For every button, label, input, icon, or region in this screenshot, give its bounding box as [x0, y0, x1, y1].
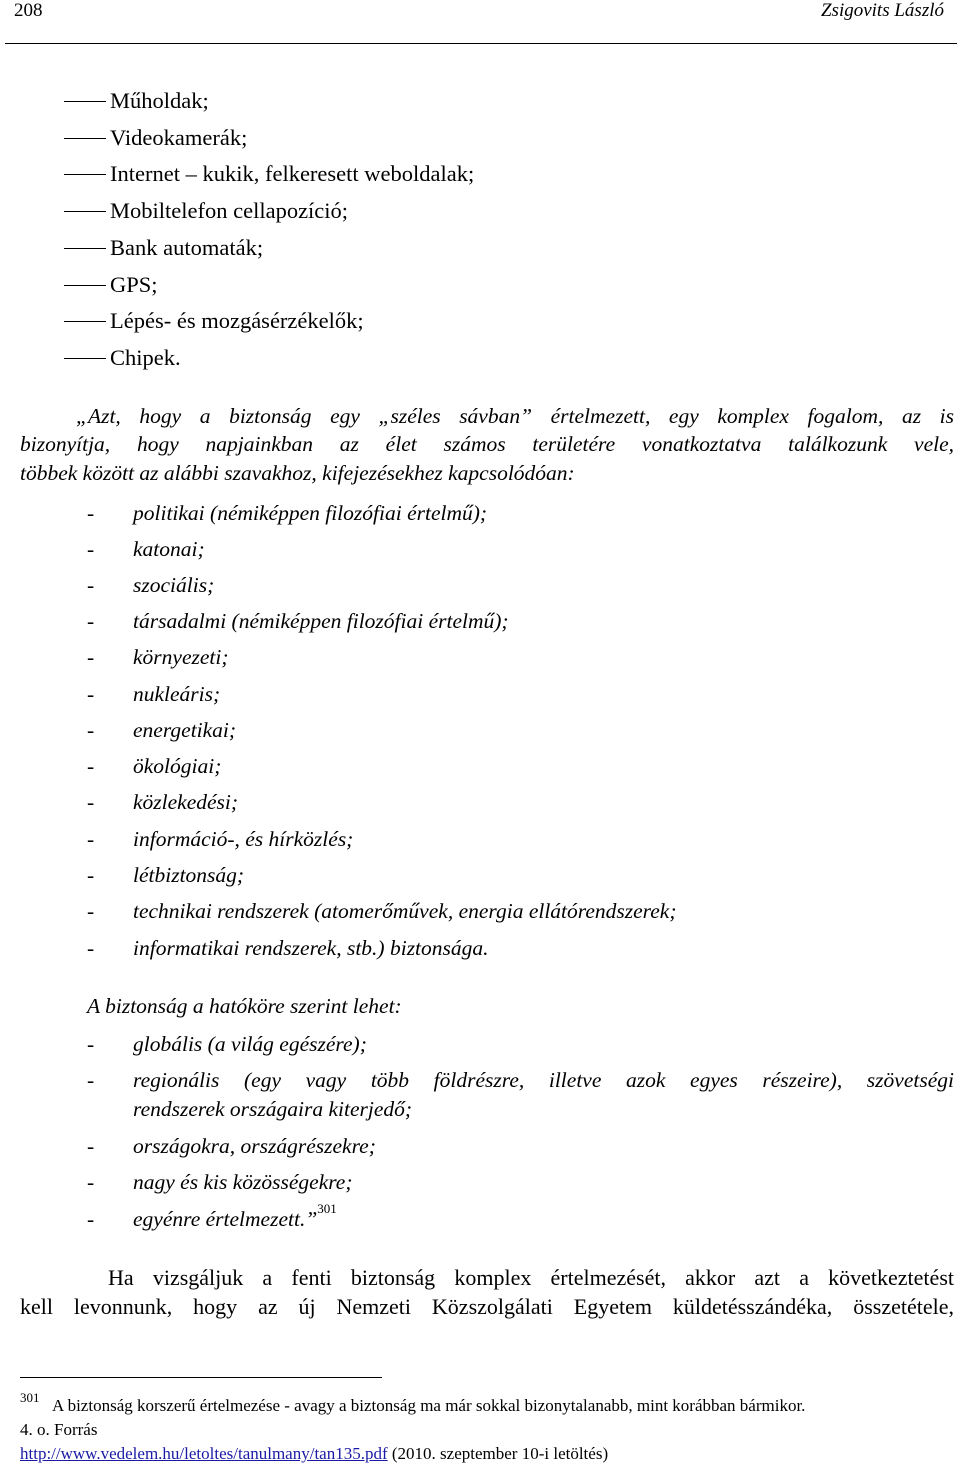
list-item: társadalmi (némiképpen filozófiai értelmű); — [133, 609, 509, 633]
dash-marker: - — [87, 899, 95, 923]
em-dash-marker — [64, 358, 106, 359]
footnote-number: 301 — [20, 1390, 40, 1405]
dash-marker: - — [87, 1032, 95, 1056]
footnote-divider — [20, 1377, 382, 1378]
scope-intro: A biztonság a hatóköre szerint lehet: — [87, 994, 402, 1018]
em-dash-marker — [64, 138, 106, 139]
list-item-text: Videokamerák; — [110, 125, 248, 150]
list-item: energetikai; — [133, 718, 237, 742]
dash-marker: - — [87, 1068, 95, 1092]
list-item-text: egyénre értelmezett.” — [133, 1207, 318, 1231]
list-item-text: GPS; — [110, 272, 158, 297]
dash-marker: - — [87, 863, 95, 887]
quote-line: „Azt, hogy a biztonság egy „széles sávban” értelmezett, egy komplex fogalom, az is — [76, 404, 954, 428]
list-item: politikai (némiképpen filozófiai értelmű); — [133, 501, 488, 525]
footnote-text: A biztonság korszerű értelmezése - avagy a biztonság ma már sokkal bizonytalanabb, mint korábban bármikor. — [52, 1396, 806, 1415]
list-item-text: Chipek. — [110, 345, 181, 370]
dash-marker: - — [87, 609, 95, 633]
running-header-author: Zsigovits László — [820, 0, 944, 21]
header-divider — [5, 43, 957, 44]
list-item: nukleáris; — [133, 682, 221, 706]
list-item: globális (a világ egészére); — [133, 1032, 367, 1056]
footnote-source — [20, 1444, 608, 1464]
quote-line: többek között az alábbi szavakhoz, kifejezésekhez kapcsolódóan: — [20, 461, 575, 485]
list-item-text: Internet – kukik, felkeresett weboldalak; — [110, 161, 475, 186]
list-item-continuation: rendszerek országaira kiterjedő; — [133, 1097, 413, 1121]
list-item: környezeti; — [133, 645, 229, 669]
list-item: közlekedési; — [133, 790, 239, 814]
list-item-text: Mobiltelefon cellapozíció; — [110, 198, 349, 223]
source-link[interactable]: http://www.vedelem.hu/letoltes/tanulmany/tan135.pdf — [20, 1444, 388, 1463]
dash-marker: - — [87, 754, 95, 778]
em-dash-marker — [64, 174, 106, 175]
dash-marker: - — [87, 827, 95, 851]
em-dash-marker — [64, 101, 106, 102]
list-item: technikai rendszerek (atomerőművek, energia ellátórendszerek; — [133, 899, 677, 923]
dash-marker: - — [87, 1207, 95, 1231]
paragraph-line: Ha vizsgáljuk a fenti biztonság komplex értelmezését, akkor azt a következtetést — [108, 1265, 954, 1290]
footnote-retrieval-date: (2010. szeptember 10-i letöltés) — [391, 1444, 609, 1463]
dash-marker: - — [87, 537, 95, 561]
list-item: szociális; — [133, 573, 215, 597]
dash-marker: - — [87, 573, 95, 597]
list-item: ökológiai; — [133, 754, 222, 778]
dash-marker: - — [87, 501, 95, 525]
list-item: regionális (egy vagy több földrészre, illetve azok egyes részeire), szövetségi — [133, 1068, 954, 1092]
list-item: információ-, és hírközlés; — [133, 827, 354, 851]
list-item-text: Műholdak; — [110, 88, 209, 113]
list-item: nagy és kis közösségekre; — [133, 1170, 353, 1194]
list-item: katonai; — [133, 537, 205, 561]
footnote-text: 4. o. Forrás — [20, 1420, 98, 1439]
list-item: informatikai rendszerek, stb.) biztonsága. — [133, 936, 489, 960]
dash-marker: - — [87, 936, 95, 960]
page-number: 208 — [14, 0, 43, 21]
paragraph-line: kell levonnunk, hogy az új Nemzeti Közszolgálati Egyetem küldetésszándéka, összetétele, — [20, 1294, 954, 1319]
list-item — [133, 1201, 337, 1232]
dash-marker: - — [87, 1170, 95, 1194]
em-dash-marker — [64, 321, 106, 322]
list-item-text: Lépés- és mozgásérzékelők; — [110, 308, 364, 333]
dash-marker: - — [87, 645, 95, 669]
quote-line: bizonyítja, hogy napjainkban az élet számos területére vonatkoztatva találkozunk vele, — [20, 432, 954, 456]
list-item: létbiztonság; — [133, 863, 245, 887]
em-dash-marker — [64, 248, 106, 249]
dash-marker: - — [87, 790, 95, 814]
em-dash-marker — [64, 285, 106, 286]
dash-marker: - — [87, 682, 95, 706]
list-item-text: Bank automaták; — [110, 235, 264, 260]
dash-marker: - — [87, 718, 95, 742]
em-dash-marker — [64, 211, 106, 212]
footnote-reference[interactable]: 301 — [317, 1201, 337, 1216]
dash-marker: - — [87, 1134, 95, 1158]
list-item: országokra, országrészekre; — [133, 1134, 376, 1158]
